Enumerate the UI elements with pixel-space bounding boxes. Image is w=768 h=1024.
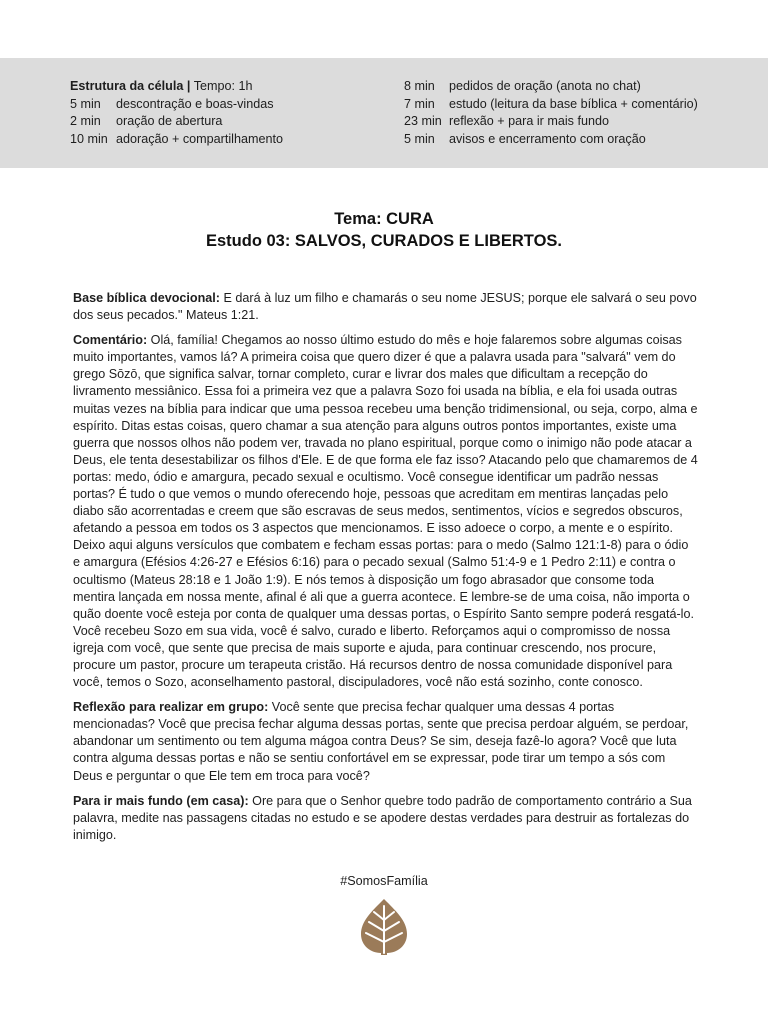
schedule-item — [70, 96, 283, 114]
comment-text: Olá, família! Chegamos ao nosso último estudo do mês e hoje falaremos sobre algumas coisas muito importantes, vamos lá? A primeira coisa que quero dizer é que a palavra usada para "salvará" vem do grego Sōzō, que significa salvar, tornar completo, curar e livrar dos males que dificultam a recepção do livramento messiânico. Essa foi a primeira vez que a palavra Sozo foi usada na bíblia, e ela foi usada outras muitas vezes na bíblia para indicar que uma pessoa recebeu uma benção tridimensional, ou seja, corpo, alma e espírito. Ditas estas coisas, quero chamar a sua atenção para alguns outros pontos importantes, existe uma guerra que nossos olhos não podem ver, travada no plano espiritual, porque como o inimigo não pode atacar a Deus, ele tenta desestabilizar os filhos d'Ele. E de que forma ele faz isso? Atacando pelo que chamaremos de 4 portas: medo, ódio e amargura, pecado sexual e ocultismo. Você consegue identificar um padrão nessas portas? É tudo o que vemos o mundo oferecendo hoje, pessoas que acreditam em mentiras lançadas pelo diabo são acorrentadas e creem que são escravas de seus medos, sentimentos, vícios e segredos obscuros, afetando a pessoa em todos os 3 aspectos que mencionamos. E isso adoece o corpo, a mente e o espírito. Deixo aqui alguns versículos que combatem e fecham essas portas: para o medo (Salmo 121:1-8) para o ódio e amargura (Efésios 4:26-27 e Efésios 6:16) para o pecado sexual (Salmo 51:4-9 e 1 Pedro 2:11) e contra o ocultismo (Mateus 28:18 e 1 João 1:9). E nós temos à disposição um fogo abrasador que consome toda mentira lançada em nossa mente, afinal é ali que a guerra acontece. E lembre-se de uma coisa, não importa o quão doente você esteja por conta de qualquer uma dessas portas, o Espírito Santo sempre poderá resgatá-lo. Você recebeu Sozo em sua vida, você é salvo, curado e liberto. Reforçamos aqui o compromisso de nossa igreja com você, que sente que precisa de mais suporte e ajuda, para continuar crescendo, nos procure, procure um pastor, procure um terapeuta cristão. Há recursos dentro de nossa comunidade disponível para você, temos o Sozo, aconselhamento pastoral, discipuladores, você não está sozinho, conte conosco. — [73, 333, 698, 690]
comment-label: Comentário: — [73, 333, 148, 348]
schedule-label: reflexão + para ir mais fundo — [449, 114, 609, 129]
study-content — [73, 290, 698, 852]
deeper-paragraph — [73, 793, 698, 844]
schedule-time: 10 min — [70, 131, 108, 146]
schedule-band — [0, 58, 768, 168]
schedule-item — [404, 96, 698, 114]
base-text: E dará à luz um filho e chamarás o seu nome JESUS; porque ele salvará o seu povo dos seus pecados." Mateus 1:21. — [73, 291, 697, 323]
title-block — [0, 208, 768, 252]
schedule-time: 2 min — [70, 114, 101, 129]
schedule-label: avisos e encerramento com oração — [449, 131, 646, 146]
schedule-time: 7 min — [404, 96, 435, 111]
schedule-time: 8 min — [404, 79, 435, 93]
schedule-label: descontração e boas-vindas — [116, 96, 274, 111]
deeper-text: Ore para que o Senhor quebre todo padrão de comportamento contrário a Sua palavra, medite nas passagens citadas no estudo e se apodere destas verdades para destruir as fortalezas do inimigo. — [73, 793, 692, 842]
schedule-item — [70, 113, 283, 131]
schedule-label: estudo (leitura da base bíblica + comentário) — [449, 96, 698, 111]
schedule-duration: Tempo: 1h — [193, 79, 253, 93]
base-paragraph — [73, 290, 698, 324]
comment-paragraph — [73, 332, 698, 691]
schedule-title: Estrutura da célula | — [70, 79, 191, 93]
theme-title: Tema: CURA — [334, 210, 434, 228]
schedule-heading — [70, 78, 283, 96]
reflection-label: Reflexão para realizar em grupo: — [73, 700, 269, 715]
schedule-time: 23 min — [404, 114, 442, 129]
schedule-item — [70, 131, 283, 149]
deeper-label: Para ir mais fundo (em casa): — [73, 793, 249, 808]
reflection-text: Você sente que precisa fechar qualquer uma dessas 4 portas mencionadas? Você que precisa fechar alguma dessas portas, sente que precisa perdoar alguém, se perdoar, abandonar um sentimento ou tem alguma mágoa contra Deus? Se sim, deseja fazê-lo agora? Você que luta contra alguma dessas portas e não se sentiu confortável em se expressar, pode tirar um tempo a sós com Deus e perguntar o que Ele tem em troca para você? — [73, 700, 689, 783]
schedule-item — [404, 78, 698, 96]
schedule-right-column — [404, 78, 698, 148]
base-label: Base bíblica devocional: — [73, 291, 220, 305]
schedule-item — [404, 113, 698, 131]
schedule-label: pedidos de oração (anota no chat) — [449, 79, 641, 93]
schedule-time: 5 min — [404, 131, 435, 146]
leaf-icon — [360, 898, 408, 956]
hashtag: #SomosFamília — [340, 874, 428, 888]
reflection-paragraph — [73, 699, 698, 784]
schedule-left-column — [70, 78, 283, 148]
schedule-time: 5 min — [70, 96, 101, 111]
schedule-label: adoração + compartilhamento — [116, 131, 283, 146]
schedule-label: oração de abertura — [116, 114, 223, 129]
schedule-item — [404, 131, 698, 149]
study-title: Estudo 03: SALVOS, CURADOS E LIBERTOS. — [205, 232, 562, 250]
